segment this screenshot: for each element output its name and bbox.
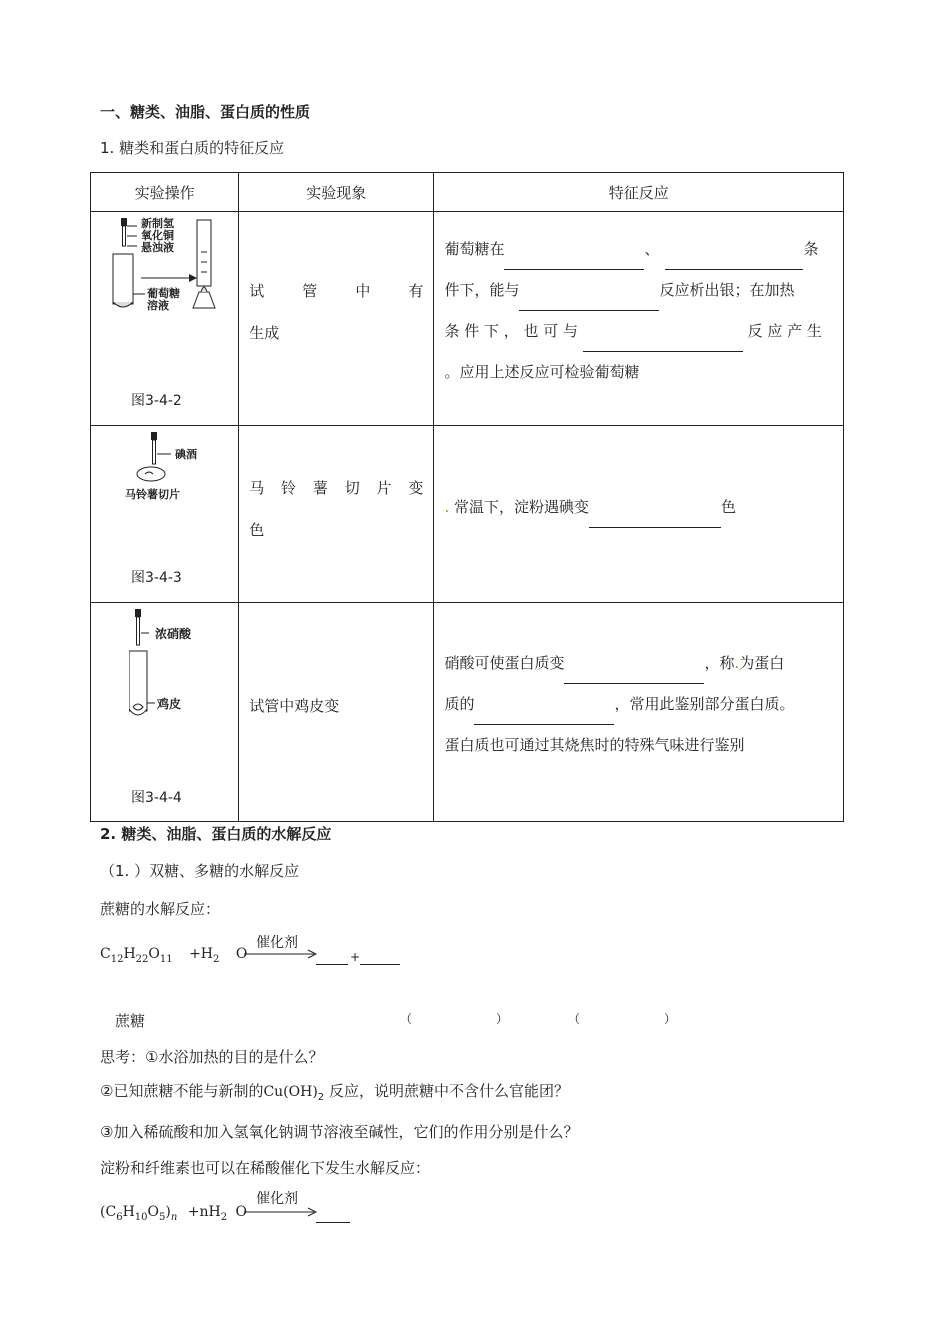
subsection-title-2: （1. ）双糖、多糖的水解反应: [100, 862, 300, 880]
figure-label-potato: 马铃薯切片: [125, 488, 180, 501]
table-row: [91, 426, 844, 603]
reaction-arrow: [244, 1206, 320, 1218]
fig-label: 氧化铜: [141, 229, 174, 242]
table-row: [91, 212, 844, 426]
phenomenon-cell: [239, 603, 434, 822]
eq-sub: 10: [134, 1211, 148, 1223]
eq-text: +nH: [187, 1204, 221, 1220]
figure-label-reagent: [141, 218, 174, 254]
eq-sub: 2: [213, 953, 220, 965]
eq-sub: n: [170, 1211, 178, 1223]
eq-sub: 12: [110, 953, 124, 965]
reaction-text: 反 应 产 生: [747, 322, 822, 340]
phenomenon-text: 马 铃 薯 切 片 变: [249, 479, 424, 497]
think-question-2: [100, 1080, 569, 1103]
figure-caption: 图3-4-2: [131, 393, 182, 409]
bullet-dot: .: [734, 654, 740, 672]
blank: [316, 950, 348, 965]
sucrose-equation: [100, 946, 247, 965]
sucrose-title: 蔗糖的水解反应：: [100, 900, 221, 918]
eq-sub: 11: [159, 953, 173, 965]
reaction-text: 色: [721, 498, 737, 516]
phenomenon-cell: [239, 426, 434, 603]
reaction-line: [444, 270, 833, 311]
phenomenon-cell: [239, 212, 434, 426]
reaction-line: [444, 684, 833, 725]
reaction-text: 蛋白质也可通过其烧焦时的特殊气味进行鉴别: [444, 736, 745, 754]
reaction-text: 。应用上述反应可检验葡萄糖: [444, 363, 640, 381]
reaction-text: 反应析出银；在加热: [659, 281, 795, 299]
reaction-text: 常温下，淀粉遇碘变: [454, 498, 590, 516]
reaction-cell: [434, 603, 844, 822]
reaction-text: 、: [644, 240, 660, 258]
eq-sub: 2: [317, 1092, 325, 1103]
header-operation: 实验操作: [91, 173, 239, 212]
phenomenon-text: 色: [249, 521, 265, 539]
reaction-table: [90, 172, 844, 822]
eq-text: +H: [189, 946, 214, 962]
eq-text: H: [123, 946, 136, 962]
figure-label-nitric-acid: 浓硝酸: [155, 627, 192, 641]
figure-caption: 图3-4-4: [131, 790, 182, 806]
eq-sub: 6: [116, 1211, 123, 1223]
phenomenon-text: 试 管 中 有: [249, 282, 424, 300]
catalyst-label: 催化剂: [256, 1191, 298, 1207]
product-paren-2: （ ）: [568, 1012, 677, 1026]
bullet-dot: .: [444, 498, 450, 516]
reaction-line: [444, 311, 833, 352]
reaction-arrow: [244, 948, 320, 960]
formula-text: Cu(OH): [263, 1084, 318, 1100]
blank: [589, 527, 721, 528]
eq-text: H: [122, 1204, 135, 1220]
eq-text: O: [235, 946, 248, 962]
subsection-title-1: 1. 糖类和蛋白质的特征反应: [100, 139, 285, 157]
reaction-text: 件下，能与: [444, 281, 520, 299]
reaction-text: 硝酸可使蛋白质变: [444, 654, 565, 672]
figure-label-iodine: 碘酒: [175, 448, 197, 461]
reaction-text: 葡萄糖在: [444, 240, 505, 258]
eq-plus: +: [350, 950, 361, 964]
blank: [360, 950, 400, 965]
section-heading-1: 一、糖类、油脂、蛋白质的性质: [100, 103, 311, 121]
fig-label: 溶液: [147, 299, 169, 312]
eq-sub: 22: [135, 953, 149, 965]
phenomenon-text: 试管中鸡皮变: [249, 697, 340, 715]
reaction-line: [444, 643, 833, 684]
fig-label: 新制氢: [141, 217, 174, 230]
reaction-text: 条 件 下 ， 也 可 与: [444, 322, 579, 340]
eq-text: O: [147, 1204, 159, 1220]
sucrose-label: 蔗糖: [115, 1012, 146, 1030]
operation-cell: [91, 212, 239, 426]
starch-equation: $(C_6H_{10}O_5)_n +nH_2$ O: [100, 1204, 248, 1223]
reaction-cell: [434, 212, 844, 426]
eq-text: O: [148, 946, 160, 962]
header-phenomenon: 实验现象: [239, 173, 434, 212]
product-paren-1: （ ）: [400, 1012, 509, 1026]
eq-text: (C: [100, 1204, 117, 1220]
section-heading-2: 2. 糖类、油脂、蛋白质的水解反应: [100, 825, 332, 843]
eq-sub: 5: [159, 1211, 166, 1223]
question-text: ②已知蔗糖不能与新制的: [100, 1082, 264, 1100]
reaction-text: 为蛋白: [739, 654, 785, 672]
reaction-text: ，常用此鉴别部分蛋白质。: [614, 695, 795, 713]
header-reaction: 特征反应: [434, 173, 844, 212]
table-row: [91, 603, 844, 822]
reaction-text: 质的: [444, 695, 475, 713]
starch-title: 淀粉和纤维素也可以在稀酸催化下发生水解反应：: [100, 1159, 431, 1177]
reaction-text: 条: [803, 240, 819, 258]
eq-sub: 2: [220, 1211, 228, 1223]
phenomenon-text: 生成: [249, 324, 280, 342]
eq-text: O: [235, 1204, 248, 1220]
table-header-row: [91, 173, 844, 212]
figure-caption: 图3-4-3: [131, 570, 182, 586]
fig-label: 葡萄糖: [147, 287, 180, 300]
reaction-line: [444, 229, 833, 270]
fig-label: 悬浊液: [141, 241, 174, 254]
reaction-text: ，称: [704, 654, 735, 672]
operation-cell: [91, 603, 239, 822]
figure-label-chicken-skin: 鸡皮: [157, 697, 182, 711]
think-question-1: 思考：①水浴加热的目的是什么？: [100, 1048, 324, 1066]
operation-cell: [91, 426, 239, 603]
eq-text: C: [100, 946, 111, 962]
think-question-3: ③加入稀硫酸和加入氢氧化钠调节溶液至碱性，它们的作用分别是什么？: [100, 1123, 579, 1141]
blank: [316, 1208, 350, 1223]
reaction-cell: [434, 426, 844, 603]
figure-label-glucose: [147, 288, 180, 312]
question-text: 反应，说明蔗糖中不含什么官能团？: [324, 1082, 569, 1100]
catalyst-label: 催化剂: [256, 935, 298, 951]
